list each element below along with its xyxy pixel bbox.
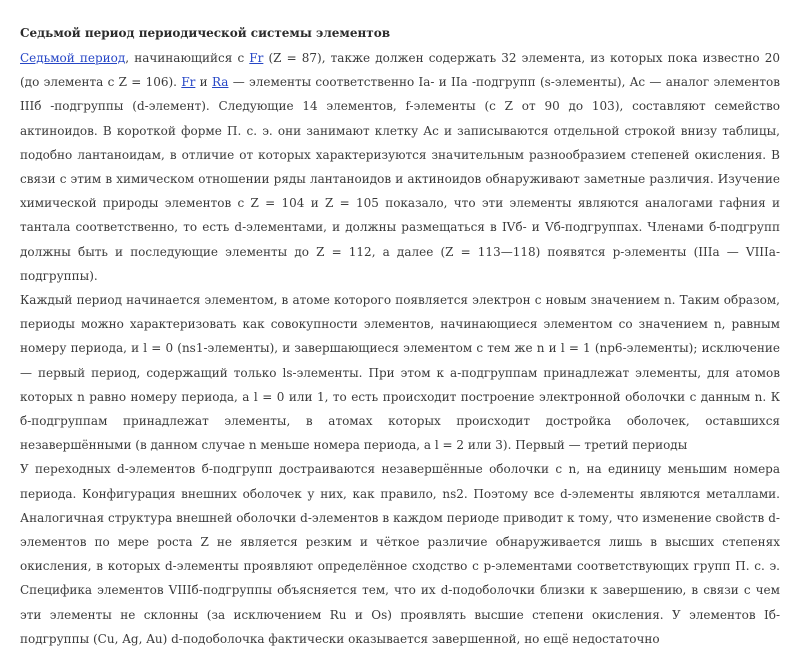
link-francium-2[interactable]: Fr — [181, 75, 196, 90]
paragraph-text: и — [195, 75, 212, 90]
paragraph-text: , начинающийся с — [125, 51, 250, 65]
link-seventh-period[interactable]: Седьмой период — [20, 51, 126, 65]
article-content — [20, 26, 780, 651]
paragraph-text: (Z = 87), также должен содержать 32 элемента, из которых пока известно 20 (до элемента с Z = 106). — [20, 51, 781, 90]
page-title: Седьмой период периодической системы элементов — [20, 26, 391, 40]
paragraph-transition-elements: У переходных d-элементов б-подгрупп достраиваются незавершённые оболочки с n, на единицу меньшим номера периода. Конфигурация внешних оболочек у них, как правило, ns2. Поэтому все d-элементы являются металлами. Аналогичная структура внешней оболочки d-элементов в каждом периоде приводит к тому, что изменение свойств d-элементов по мере роста Z не является резким и чёткое различие обнаруживается лишь в высших степенях окисления, в которых d-элементы проявляют определённое сходство с р-элементами соответствующих групп П. с. э. Специфика элементов VIIIб-подгруппы объясняется тем, что их d-подоболочки близки к завершению, в связи с чем эти элементы не склонны (за исключением Ru и Os) проявлять высшие степени окисления. У элементов Iб-подгруппы (Cu, Ag, Au) d-подоболочка фактически оказывается завершенной, но ещё недостаточно — [20, 462, 780, 646]
paragraph-periods: Каждый период начинается элементом, в атоме которого появляется электрон с новым значением n. Таким образом, периоды можно характеризовать как совокупности элементов, начинающиеся элементом со значением n, равным номеру периода, и l = 0 (ns1-элементы), и завершающиеся элементом с тем же n и l = 1 (nр6-элементы); исключение — первый период, содержащий только ls-элементы. При этом к а-подгруппам принадлежат элементы, для атомов которых n равно номеру периода, а l = 0 или 1, то есть происходит построение электронной оболочки с данным n. К б-подгруппам принадлежат элементы, в атомах которых происходит достройка оболочек, оставшихся незавершёнными (в данном случае n меньше номера периода, а l = 2 или 3). Первый — третий периоды — [20, 293, 780, 453]
link-francium[interactable]: Fr — [249, 51, 264, 65]
paragraph-period-seven — [20, 46, 780, 288]
link-radium[interactable]: Ra — [211, 75, 229, 90]
paragraph-text: — элементы соответственно Iа- и IIа -подгрупп (s-элементы), Ac — аналог элементов IIIб -подгруппы (d-элемент). Следующие 14 элементов, f-элементы (с Z от 90 до 103), составляют семейство актиноидов. В короткой форме П. с. э. они занимают клетку Ac и записываются отдельной строкой внизу таблицы, подобно лантаноидам, в отличие от которых характеризуются значительным разнообразием степеней окисления. В связи с этим в химическом отношении ряды лантаноидов и актиноидов обнаруживают заметные различия. Изучение химической природы элементов с Z = 104 и Z = 105 показало, что эти элементы являются аналогами гафния и тантала соответственно, то есть d-элементами, и должны размещаться в IVб- и Vб-подгруппах. Членами б-подгрупп должны быть и последующие элементы до Z = 112, а далее (Z = 113—118) появятся р-элементы (IIIа — VIIIа-подгруппы). — [20, 75, 780, 283]
